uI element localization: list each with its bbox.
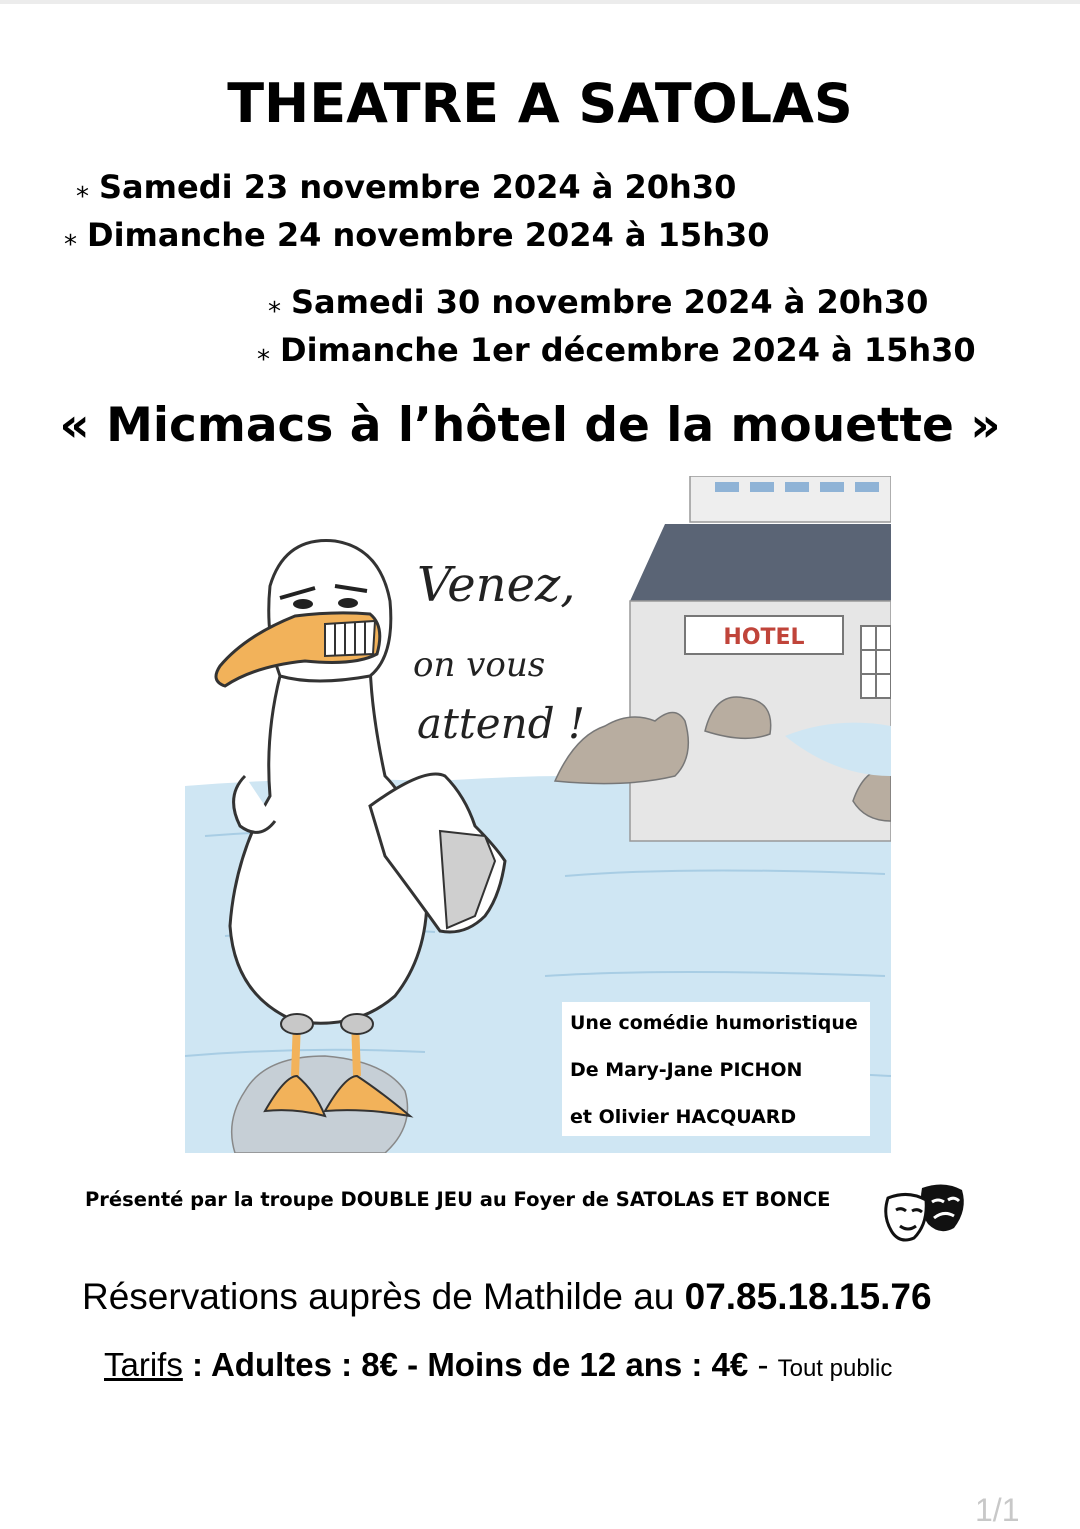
theatre-masks-icon bbox=[882, 1180, 968, 1246]
asterisk-icon: ⁎ bbox=[268, 289, 281, 319]
credits-genre: Une comédie humoristique bbox=[570, 1012, 858, 1034]
tarifs-prices: Adultes : 8€ - Moins de 12 ans : 4€ bbox=[210, 1346, 749, 1383]
date-line-3: ⁎ Samedi 30 novembre 2024 à 20h30 bbox=[268, 283, 929, 321]
tarifs-line: Tarifs : Adultes : 8€ - Moins de 12 ans : 4€ - Tout public bbox=[104, 1346, 893, 1383]
tarifs-audience: Tout public bbox=[777, 1355, 893, 1382]
credits-author-2: et Olivier HACQUARD bbox=[570, 1106, 797, 1128]
credits-box bbox=[562, 1002, 870, 1136]
reservation-line: Réservations auprès de Mathilde au 07.85.18.15.76 bbox=[82, 1276, 932, 1317]
phone-number: 07.85.18.15.76 bbox=[684, 1276, 932, 1317]
page-number: 1/1 bbox=[975, 1492, 1020, 1528]
top-border bbox=[0, 0, 1080, 4]
date-line-4: ⁎ Dimanche 1er décembre 2024 à 15h30 bbox=[257, 331, 976, 369]
play-title: « Micmacs à l’hôtel de la mouette » bbox=[59, 398, 1001, 453]
presented-by: Présenté par la troupe DOUBLE JEU au Foyer de SATOLAS ET BONCE bbox=[85, 1188, 831, 1211]
date-line-1: ⁎ Samedi 23 novembre 2024 à 20h30 bbox=[76, 168, 737, 206]
asterisk-icon: ⁎ bbox=[257, 337, 270, 367]
asterisk-icon: ⁎ bbox=[76, 174, 89, 204]
tarifs-label: Tarifs bbox=[104, 1346, 183, 1383]
speech-line-1: Venez, bbox=[417, 557, 576, 613]
speech-line-2: on vous bbox=[413, 645, 546, 685]
credits-author-1: De Mary-Jane PICHON bbox=[570, 1059, 803, 1081]
asterisk-icon: ⁎ bbox=[64, 222, 77, 252]
date-line-2: ⁎ Dimanche 24 novembre 2024 à 15h30 bbox=[64, 216, 770, 254]
page-title: THEATRE A SATOLAS bbox=[227, 72, 853, 135]
speech-line-3: attend ! bbox=[417, 699, 585, 748]
hotel-sign-text: HOTEL bbox=[723, 625, 805, 650]
